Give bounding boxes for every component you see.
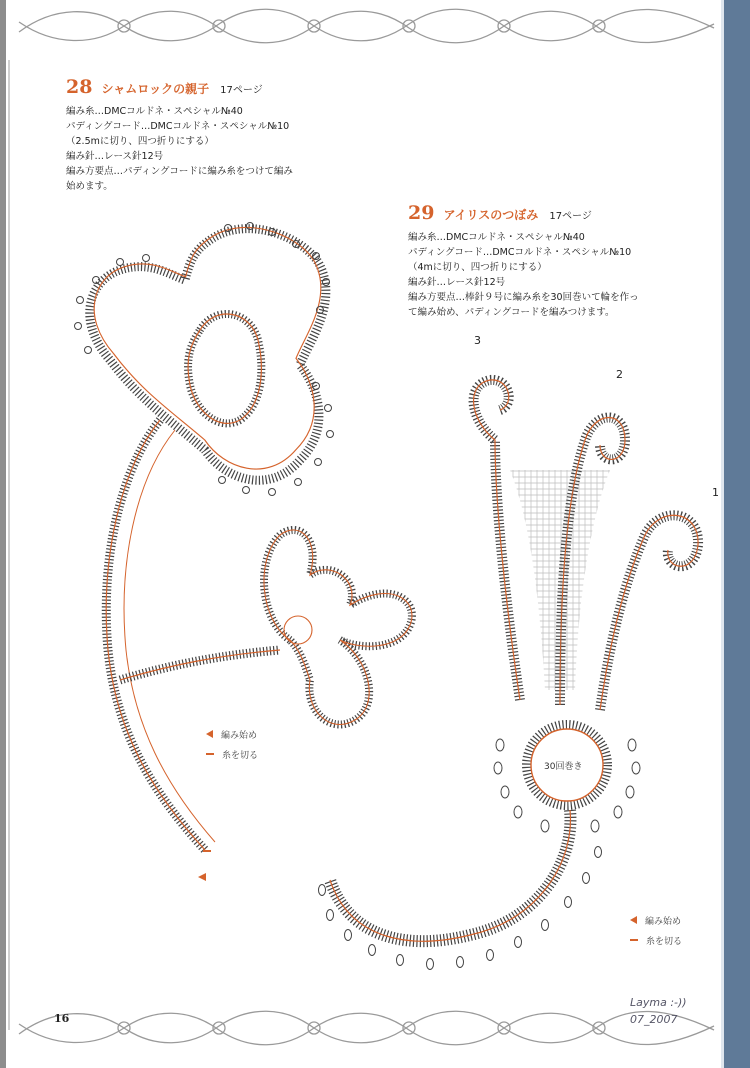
legend-start-row xyxy=(630,910,682,930)
iris-stalk-1 xyxy=(600,515,698,710)
pattern-28-line: 始めます。 xyxy=(66,181,113,192)
iris-diagram xyxy=(319,380,699,970)
iris-stalk-3-label: 3 xyxy=(474,334,481,347)
pattern-28-line: 編み針…レース針12号 xyxy=(66,151,164,162)
page-number: 16 xyxy=(54,1012,70,1025)
iris-stalk-1-label: 1 xyxy=(712,486,719,499)
pattern-28-number: 28 xyxy=(66,76,93,98)
shamrock-diagram xyxy=(75,223,412,882)
legend-cut-row xyxy=(630,930,682,950)
scan-credit xyxy=(630,994,687,1028)
pattern-28-line: 編み糸…DMCコルドネ・スペシャル№40 xyxy=(66,106,243,117)
pattern-29-line: 編み方要点…棒針９号に編み糸を30回巻いて輪を作っ xyxy=(408,292,639,303)
legend-cut-label: 糸を切る xyxy=(646,936,683,947)
pattern-29-line: 編み針…レース針12号 xyxy=(408,277,506,288)
iris-stalk-2-label: 2 xyxy=(616,368,623,381)
pattern-28-title: シャムロックの親子 xyxy=(101,82,210,96)
cut-mark-icon xyxy=(630,939,638,941)
pattern-29-number: 29 xyxy=(408,202,435,224)
pattern-28-page-ref: 17ページ xyxy=(220,85,263,96)
iris-lower-stem xyxy=(330,810,570,941)
legend-start-label: 編み始め xyxy=(221,730,258,741)
cut-mark-icon xyxy=(206,753,214,755)
pattern-28-line: パディングコード…DMCコルドネ・スペシャル№10 xyxy=(66,121,290,132)
legend-start-row xyxy=(206,724,258,744)
pattern-29-line: パディングコード…DMCコルドネ・スペシャル№10 xyxy=(408,247,632,258)
pattern-28-line: 編み方要点…パディングコードに編み糸をつけて編み xyxy=(66,166,293,177)
shamrock-small xyxy=(264,530,412,725)
pattern-29-legend xyxy=(630,910,682,950)
start-arrow-icon xyxy=(630,916,637,924)
pattern-29-title: アイリスのつぼみ xyxy=(443,208,539,222)
start-arrow-icon xyxy=(206,730,213,738)
credit-line-1: Layma :-)) xyxy=(630,996,687,1009)
shamrock-stem xyxy=(106,420,205,850)
pattern-29-line: 編み糸…DMCコルドネ・スペシャル№40 xyxy=(408,232,585,243)
pattern-28-line: （2.5mに切り、四つ折りにする） xyxy=(66,136,214,147)
pattern-29-line: て編み始め、パディングコードを編みつけます。 xyxy=(408,307,615,318)
legend-cut-label: 糸を切る xyxy=(222,750,259,761)
pattern-29-page-ref: 17ページ xyxy=(549,211,592,222)
pattern-28-legend xyxy=(206,724,258,764)
credit-line-2: 07_2007 xyxy=(630,1013,678,1026)
shamrock-branch xyxy=(120,650,280,680)
legend-cut-row xyxy=(206,744,258,764)
iris-ring-label: 30回巻き xyxy=(544,762,583,772)
legend-start-label: 編み始め xyxy=(645,916,682,927)
pattern-29-line: （4mに切り、四つ折りにする） xyxy=(408,262,547,273)
